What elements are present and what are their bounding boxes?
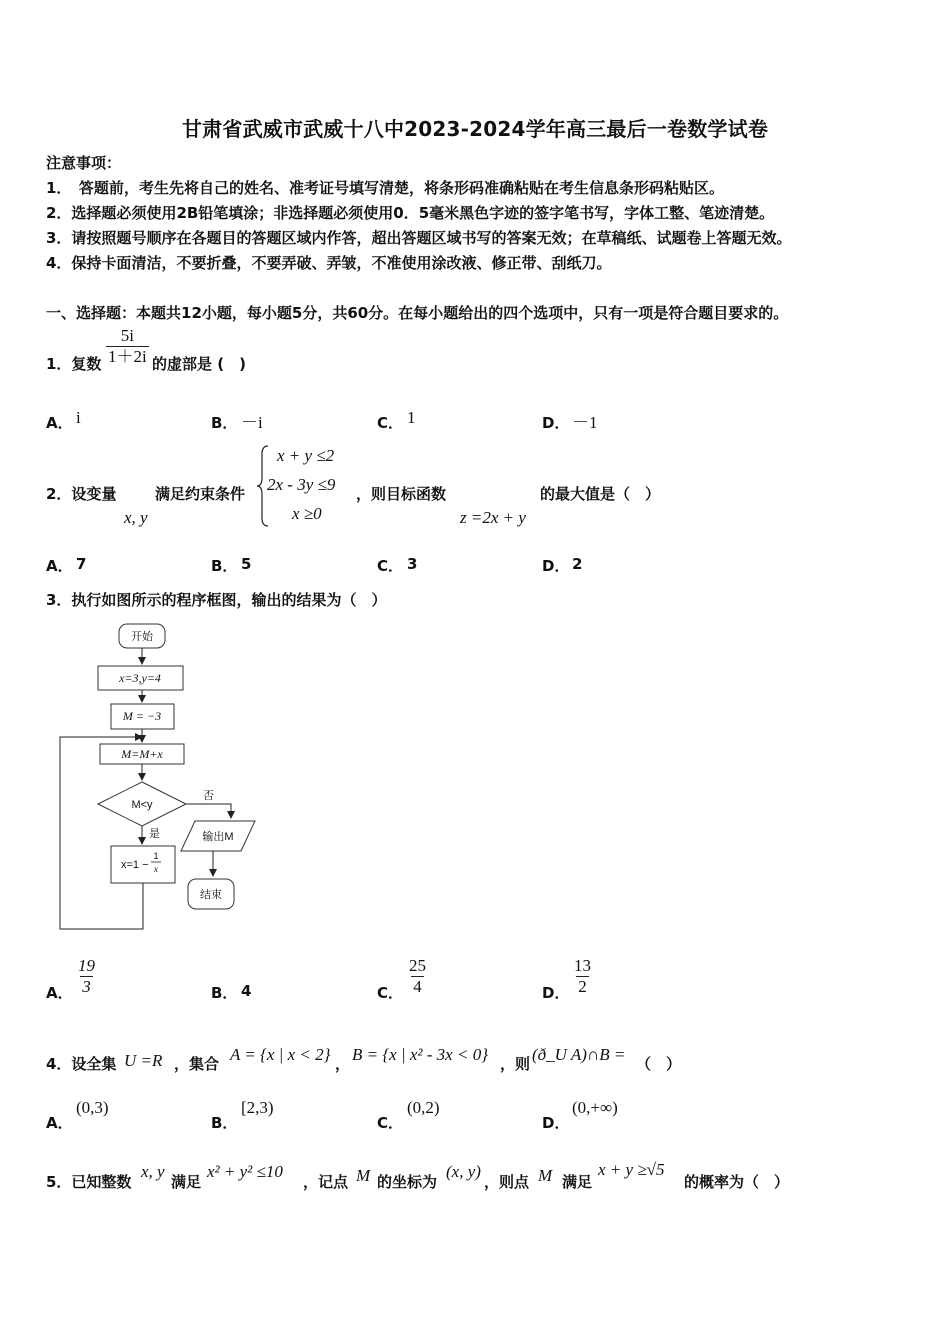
q2-prefix: 2．设变量: [46, 485, 117, 503]
q2-objective: z =2x + y: [460, 508, 526, 527]
notice-item-2: 2．选择题必须使用2B铅笔填涂；非选择题必须使用0．5毫米黑色字迹的签字笔书写，字体工整、笔迹清楚。: [46, 204, 775, 222]
notice-heading: 注意事项：: [46, 154, 122, 172]
q4-comma: ，: [335, 1055, 351, 1073]
q5-prefix: 5．已知整数: [46, 1173, 132, 1191]
q4-universe: U =R: [124, 1051, 163, 1070]
q4-option-d-label: D．: [542, 1114, 570, 1132]
q3-option-a-fraction: [76, 956, 97, 996]
q3-option-b-value: 4: [241, 982, 252, 1000]
q5-coord: (x, y): [446, 1162, 481, 1181]
q2-constraint-3: x ≥0: [292, 504, 322, 523]
q4-set-a: A = {x | x < 2}: [230, 1045, 331, 1064]
q3-option-d-label: D．: [542, 984, 570, 1002]
q1-frac-num: 5i: [120, 326, 134, 345]
q5-vars: x, y: [141, 1162, 165, 1181]
q2-constraint-2: 2x - 3y ≤9: [267, 475, 336, 494]
q2-option-a-label: A．: [46, 557, 73, 575]
flow-decision-text: M<y: [131, 799, 153, 811]
flow-yes-label: 是: [149, 828, 160, 840]
q2-mid: 满足约束条件: [155, 485, 246, 503]
q4-option-a-label: A．: [46, 1114, 73, 1132]
q2-option-a-value: 7: [76, 555, 87, 573]
q3-stem: 3．执行如图所示的程序框图，输出的结果为（ ）: [46, 591, 387, 609]
q3-option-b-label: B．: [211, 984, 238, 1002]
q3-option-c-fraction: [407, 956, 428, 996]
flow-assign-num: 1: [153, 851, 159, 861]
page-title: 甘肃省武威市武威十八中2023-2024学年高三最后一卷数学试卷: [181, 117, 769, 141]
q5-point-m: M: [356, 1166, 371, 1185]
q2-constraint-1: x + y ≤2: [277, 446, 335, 465]
notice-item-1: 1． 答题前，考生先将自己的姓名、准考证号填写清楚，将条形码准确粘贴在考生信息条形码粘贴区。: [46, 179, 724, 197]
q3-d-num: 13: [574, 956, 591, 975]
q3-c-num: 25: [409, 956, 426, 975]
q3-d-den: 2: [578, 976, 587, 996]
q2-option-b-label: B．: [211, 557, 238, 575]
flow-output-text: 输出M: [202, 831, 234, 843]
q5-condition: x + y ≥√5: [598, 1160, 665, 1179]
flow-end-text: 结束: [200, 889, 222, 901]
flow-no-label: 否: [203, 790, 214, 802]
q5-suffix: 的概率为（ ）: [684, 1173, 790, 1191]
q5-point-m2: M: [538, 1166, 553, 1185]
q5-t1: 满足: [171, 1173, 202, 1191]
q4-option-d-value: (0,+∞): [572, 1098, 618, 1117]
flow-update-text: M=M+x: [121, 747, 163, 761]
q5-t5: 满足: [562, 1173, 593, 1191]
notice-item-4: 4．保持卡面清洁，不要折叠，不要弄破、弄皱，不准使用涂改液、修正带、刮纸刀。: [46, 254, 612, 272]
q1-option-d-value: －1: [572, 413, 598, 432]
q2-option-c-label: C．: [377, 557, 404, 575]
q3-option-a-label: A．: [46, 984, 73, 1002]
q3-a-den: 3: [82, 976, 91, 996]
q2-option-d-value: 2: [572, 555, 583, 573]
q1-option-b-label: B．: [211, 414, 238, 432]
q2-vars: x, y: [124, 508, 148, 527]
q2-option-c-value: 3: [407, 555, 418, 573]
q1-option-c-value: 1: [407, 408, 416, 427]
q4-expression: (ð_U A)∩B =: [532, 1045, 626, 1064]
q1-suffix: 的虚部是 ( ): [152, 355, 246, 373]
q4-mid1: ，集合: [174, 1055, 220, 1073]
q1-option-c-label: C．: [377, 414, 404, 432]
q5-t4: ，则点: [484, 1173, 530, 1191]
q3-flowchart: [55, 618, 265, 933]
flow-assign-den: x: [154, 864, 158, 874]
flow-assign-prefix: x=1 −: [121, 859, 149, 871]
notice-item-3: 3．请按照题号顺序在各题目的答题区域内作答，超出答题区域书写的答案无效；在草稿纸、试题卷上答题无效。: [46, 229, 792, 247]
flow-m-init-text: M = −3: [122, 709, 162, 723]
q5-inequality: x² + y² ≤10: [207, 1162, 283, 1181]
flow-start-text: 开始: [131, 631, 153, 643]
q2-then: ，则目标函数: [356, 485, 447, 503]
q4-option-c-value: (0,2): [407, 1098, 440, 1117]
q4-mid2: ，则: [500, 1055, 531, 1073]
q3-option-d-fraction: [572, 956, 593, 996]
q2-option-d-label: D．: [542, 557, 570, 575]
q1-option-b-value: －i: [241, 413, 263, 432]
q4-prefix: 4．设全集: [46, 1055, 117, 1073]
q1-frac-den: 1＋2i: [108, 346, 147, 366]
q3-c-den: 4: [413, 976, 422, 996]
q5-t2: ，记点: [303, 1173, 349, 1191]
q4-suffix: （ ）: [636, 1055, 682, 1073]
flow-init-text: x=3,y=4: [119, 671, 161, 685]
q4-option-a-value: (0,3): [76, 1098, 109, 1117]
q3-option-c-label: C．: [377, 984, 404, 1002]
q1-prefix: 1．复数: [46, 355, 102, 373]
q3-a-num: 19: [78, 956, 95, 975]
q2-suffix: 的最大值是（ ）: [540, 485, 661, 503]
q4-option-b-label: B．: [211, 1114, 238, 1132]
q4-option-b-value: [2,3): [241, 1098, 274, 1117]
q4-option-c-label: C．: [377, 1114, 404, 1132]
q5-t3: 的坐标为: [377, 1173, 438, 1191]
q4-set-b: B = {x | x² - 3x < 0}: [352, 1045, 488, 1064]
q1-option-a-label: A．: [46, 414, 73, 432]
section-heading: 一、选择题：本题共12小题，每小题5分，共60分。在每小题给出的四个选项中，只有一项是符合题目要求的。: [46, 304, 789, 322]
q2-option-b-value: 5: [241, 555, 252, 573]
q1-option-d-label: D．: [542, 414, 570, 432]
q1-fraction: [106, 326, 149, 366]
q1-option-a-value: i: [76, 408, 81, 427]
